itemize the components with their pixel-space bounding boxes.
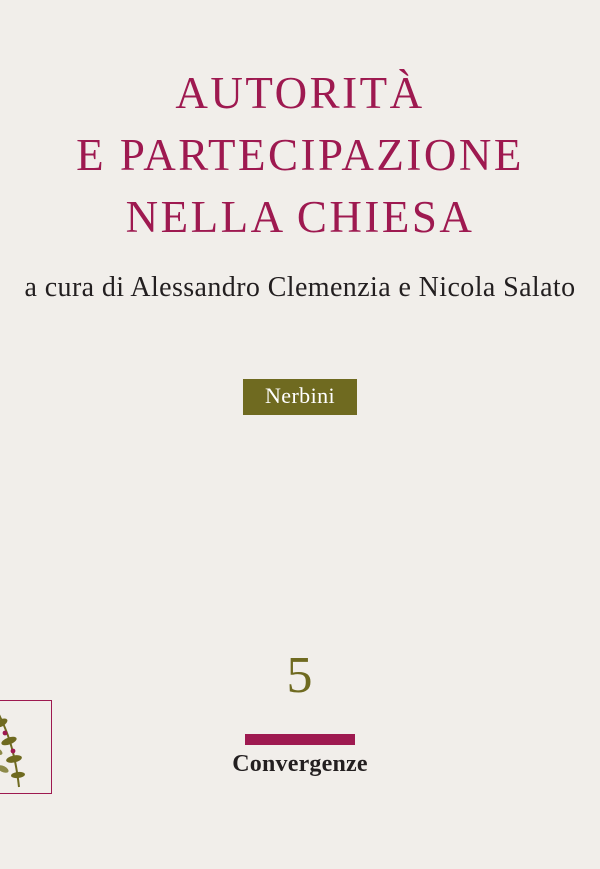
title-line-3: NELLA CHIESA <box>125 192 475 243</box>
series-rule <box>245 734 355 745</box>
publisher-badge: Nerbini <box>243 379 357 415</box>
series-number: 5 <box>286 647 314 704</box>
nerbini-olive-branch-logo-icon <box>0 700 52 794</box>
title-line-2: E PARTECIPAZIONE <box>76 130 524 181</box>
page-title <box>0 62 600 248</box>
series-block <box>190 647 410 778</box>
series-name: Convergenze <box>232 751 368 777</box>
editors-line: a cura di Alessandro Clemenzia e Nicola Salato <box>24 272 576 303</box>
title-line-1: AUTORITÀ <box>175 68 425 118</box>
